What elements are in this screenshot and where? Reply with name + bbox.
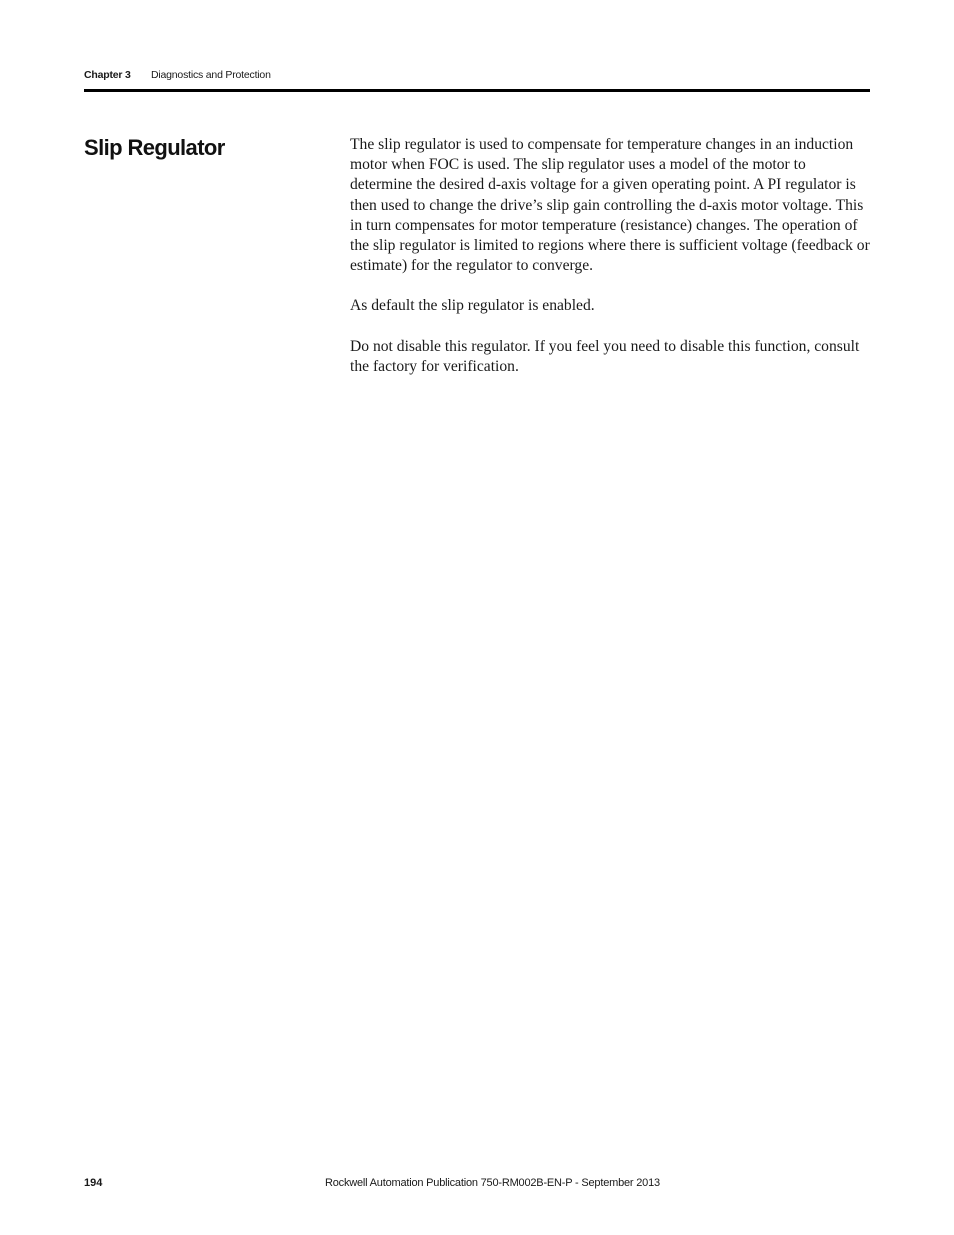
chapter-label: Chapter 3 [84,69,131,81]
publication-info: Rockwell Automation Publication 750-RM002B-EN-P - September 2013 [325,1177,660,1189]
body-paragraph: The slip regulator is used to compensate for temperature changes in an induction motor when FOC is used. The slip regulator uses a model of the motor to determine the desired d-axis voltage for a given operating point. A PI regulator is then used to change the drive’s slip gain controlling the d-axis motor voltage. This in turn compensates for motor temperature (resistance) changes. The operation of the slip regulator is limited to regions where there is sufficient voltage (feedback or estimate) for the regulator to converge. [350,136,870,275]
section-body [350,135,870,397]
section-title: Slip Regulator [84,135,225,160]
page-number: 194 [84,1177,103,1189]
chapter-title: Diagnostics and Protection [151,69,271,81]
header-rule [84,89,870,92]
running-footer [84,1174,870,1192]
body-paragraph: As default the slip regulator is enabled. [350,297,595,315]
body-paragraph: Do not disable this regulator. If you feel you need to disable this function, consult the factory for verification. [350,337,860,375]
running-header [84,67,870,83]
